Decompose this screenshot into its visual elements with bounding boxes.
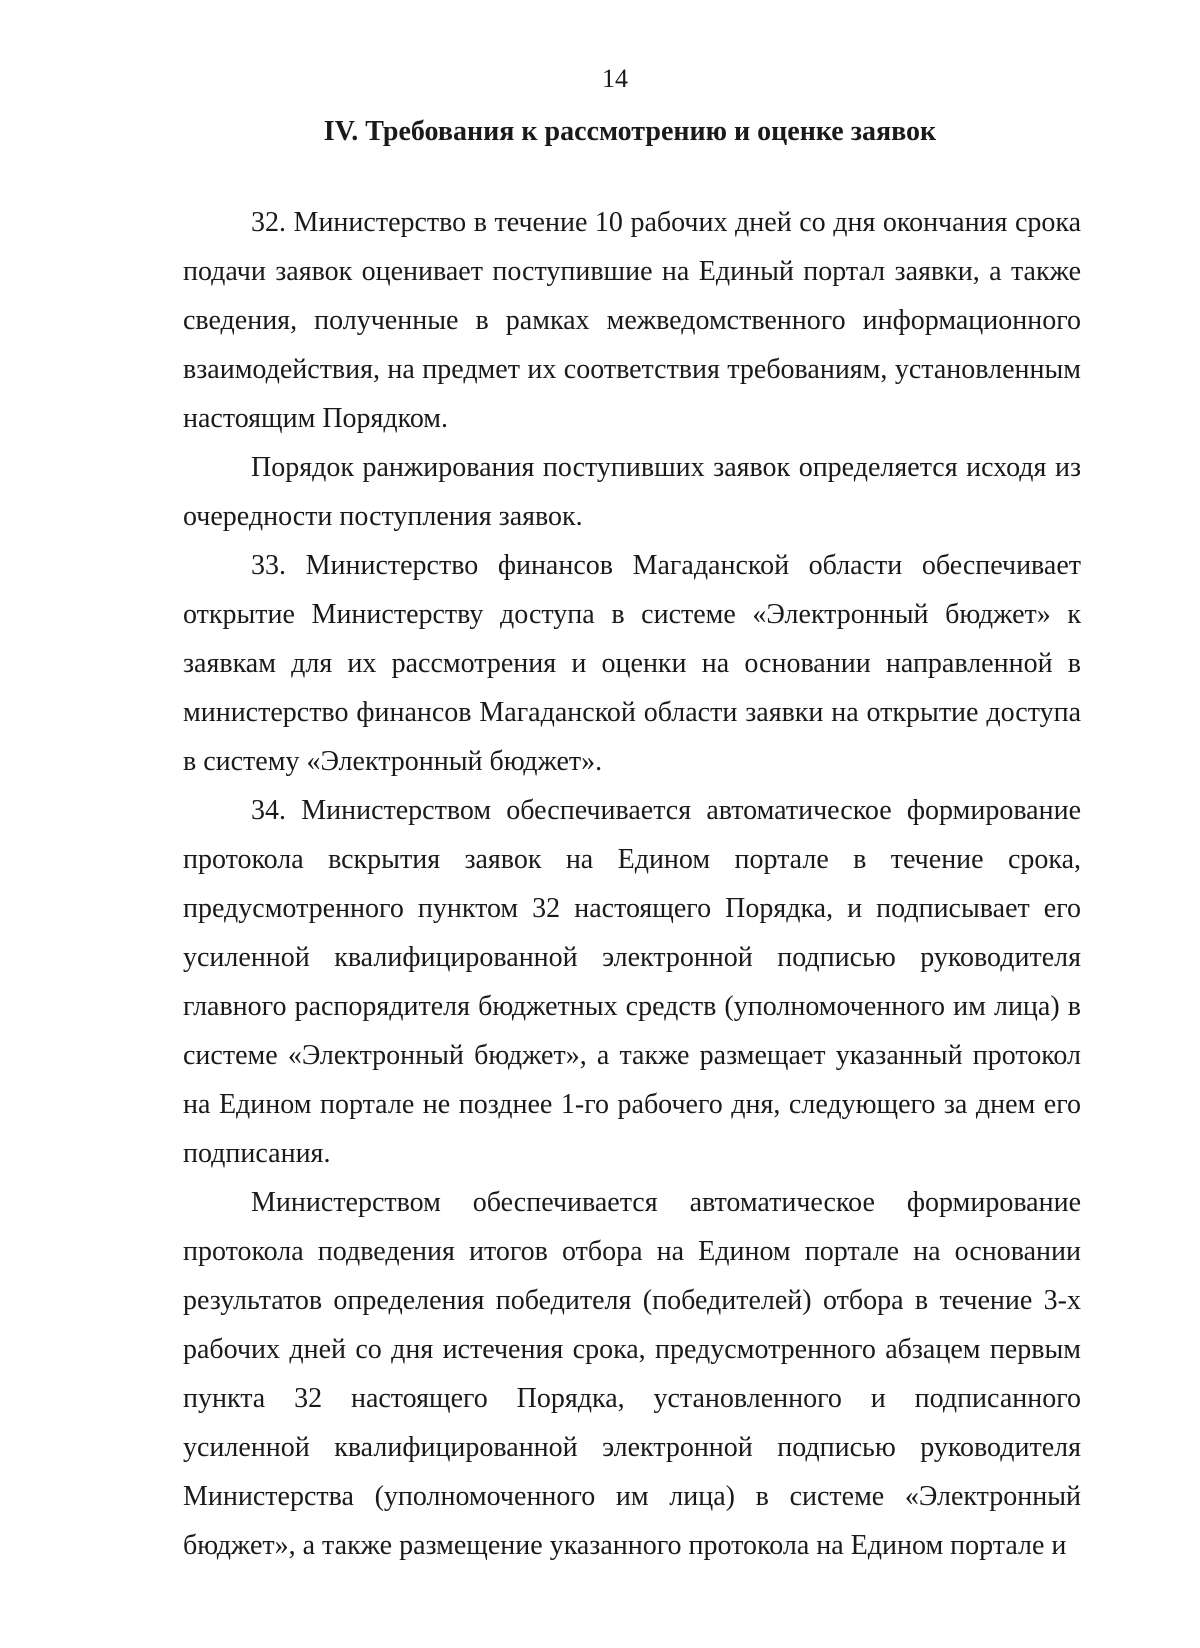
paragraph-33: 33. Министерство финансов Магаданской области обеспечивает открытие Министерству доступа в системе «Электронный бюджет» к заявкам для их рассмотрения и оценки на основании направленной в министерство финансов Магаданской области заявки на открытие доступа в систему «Электронный бюджет».	[183, 550, 1081, 777]
document-body	[183, 198, 1081, 1570]
paragraph-32: 32. Министерство в течение 10 рабочих дней со дня окончания срока подачи заявок оценивает поступившие на Единый портал заявки, а также сведения, полученные в рамках межведомственного информационного взаимодействия, на предмет их соответствия требованиям, установленным настоящим Порядком.	[183, 207, 1081, 434]
paragraph-results-protocol: Министерством обеспечивается автоматическое формирование протокола подведения итогов отбора на Едином портале на основании результатов определения победителя (победителей) отбора в течение 3-х рабочих дней со дня истечения срока, предусмотренного абзацем первым пункта 32 настоящего Порядка, установленного и подписанного усиленной квалифицированной электронной подписью руководителя Министерства (уполномоченного им лица) в системе «Электронный бюджет», а также размещение указанного протокола на Едином портале и	[183, 1187, 1081, 1561]
page-number: 14	[602, 64, 628, 93]
paragraph-ranking-order: Порядок ранжирования поступивших заявок определяется исходя из очередности поступления заявок.	[183, 452, 1081, 532]
section-title: IV. Требования к рассмотрению и оценке заявок	[323, 116, 937, 147]
paragraph-34: 34. Министерством обеспечивается автоматическое формирование протокола вскрытия заявок на Едином портале в течение срока, предусмотренного пунктом 32 настоящего Порядка, и подписывает его усиленной квалифицированной электронной подписью руководителя главного распорядителя бюджетных средств (уполномоченного им лица) в системе «Электронный бюджет», а также размещает указанный протокол на Едином портале не позднее 1-го рабочего дня, следующего за днем его подписания.	[183, 795, 1081, 1169]
